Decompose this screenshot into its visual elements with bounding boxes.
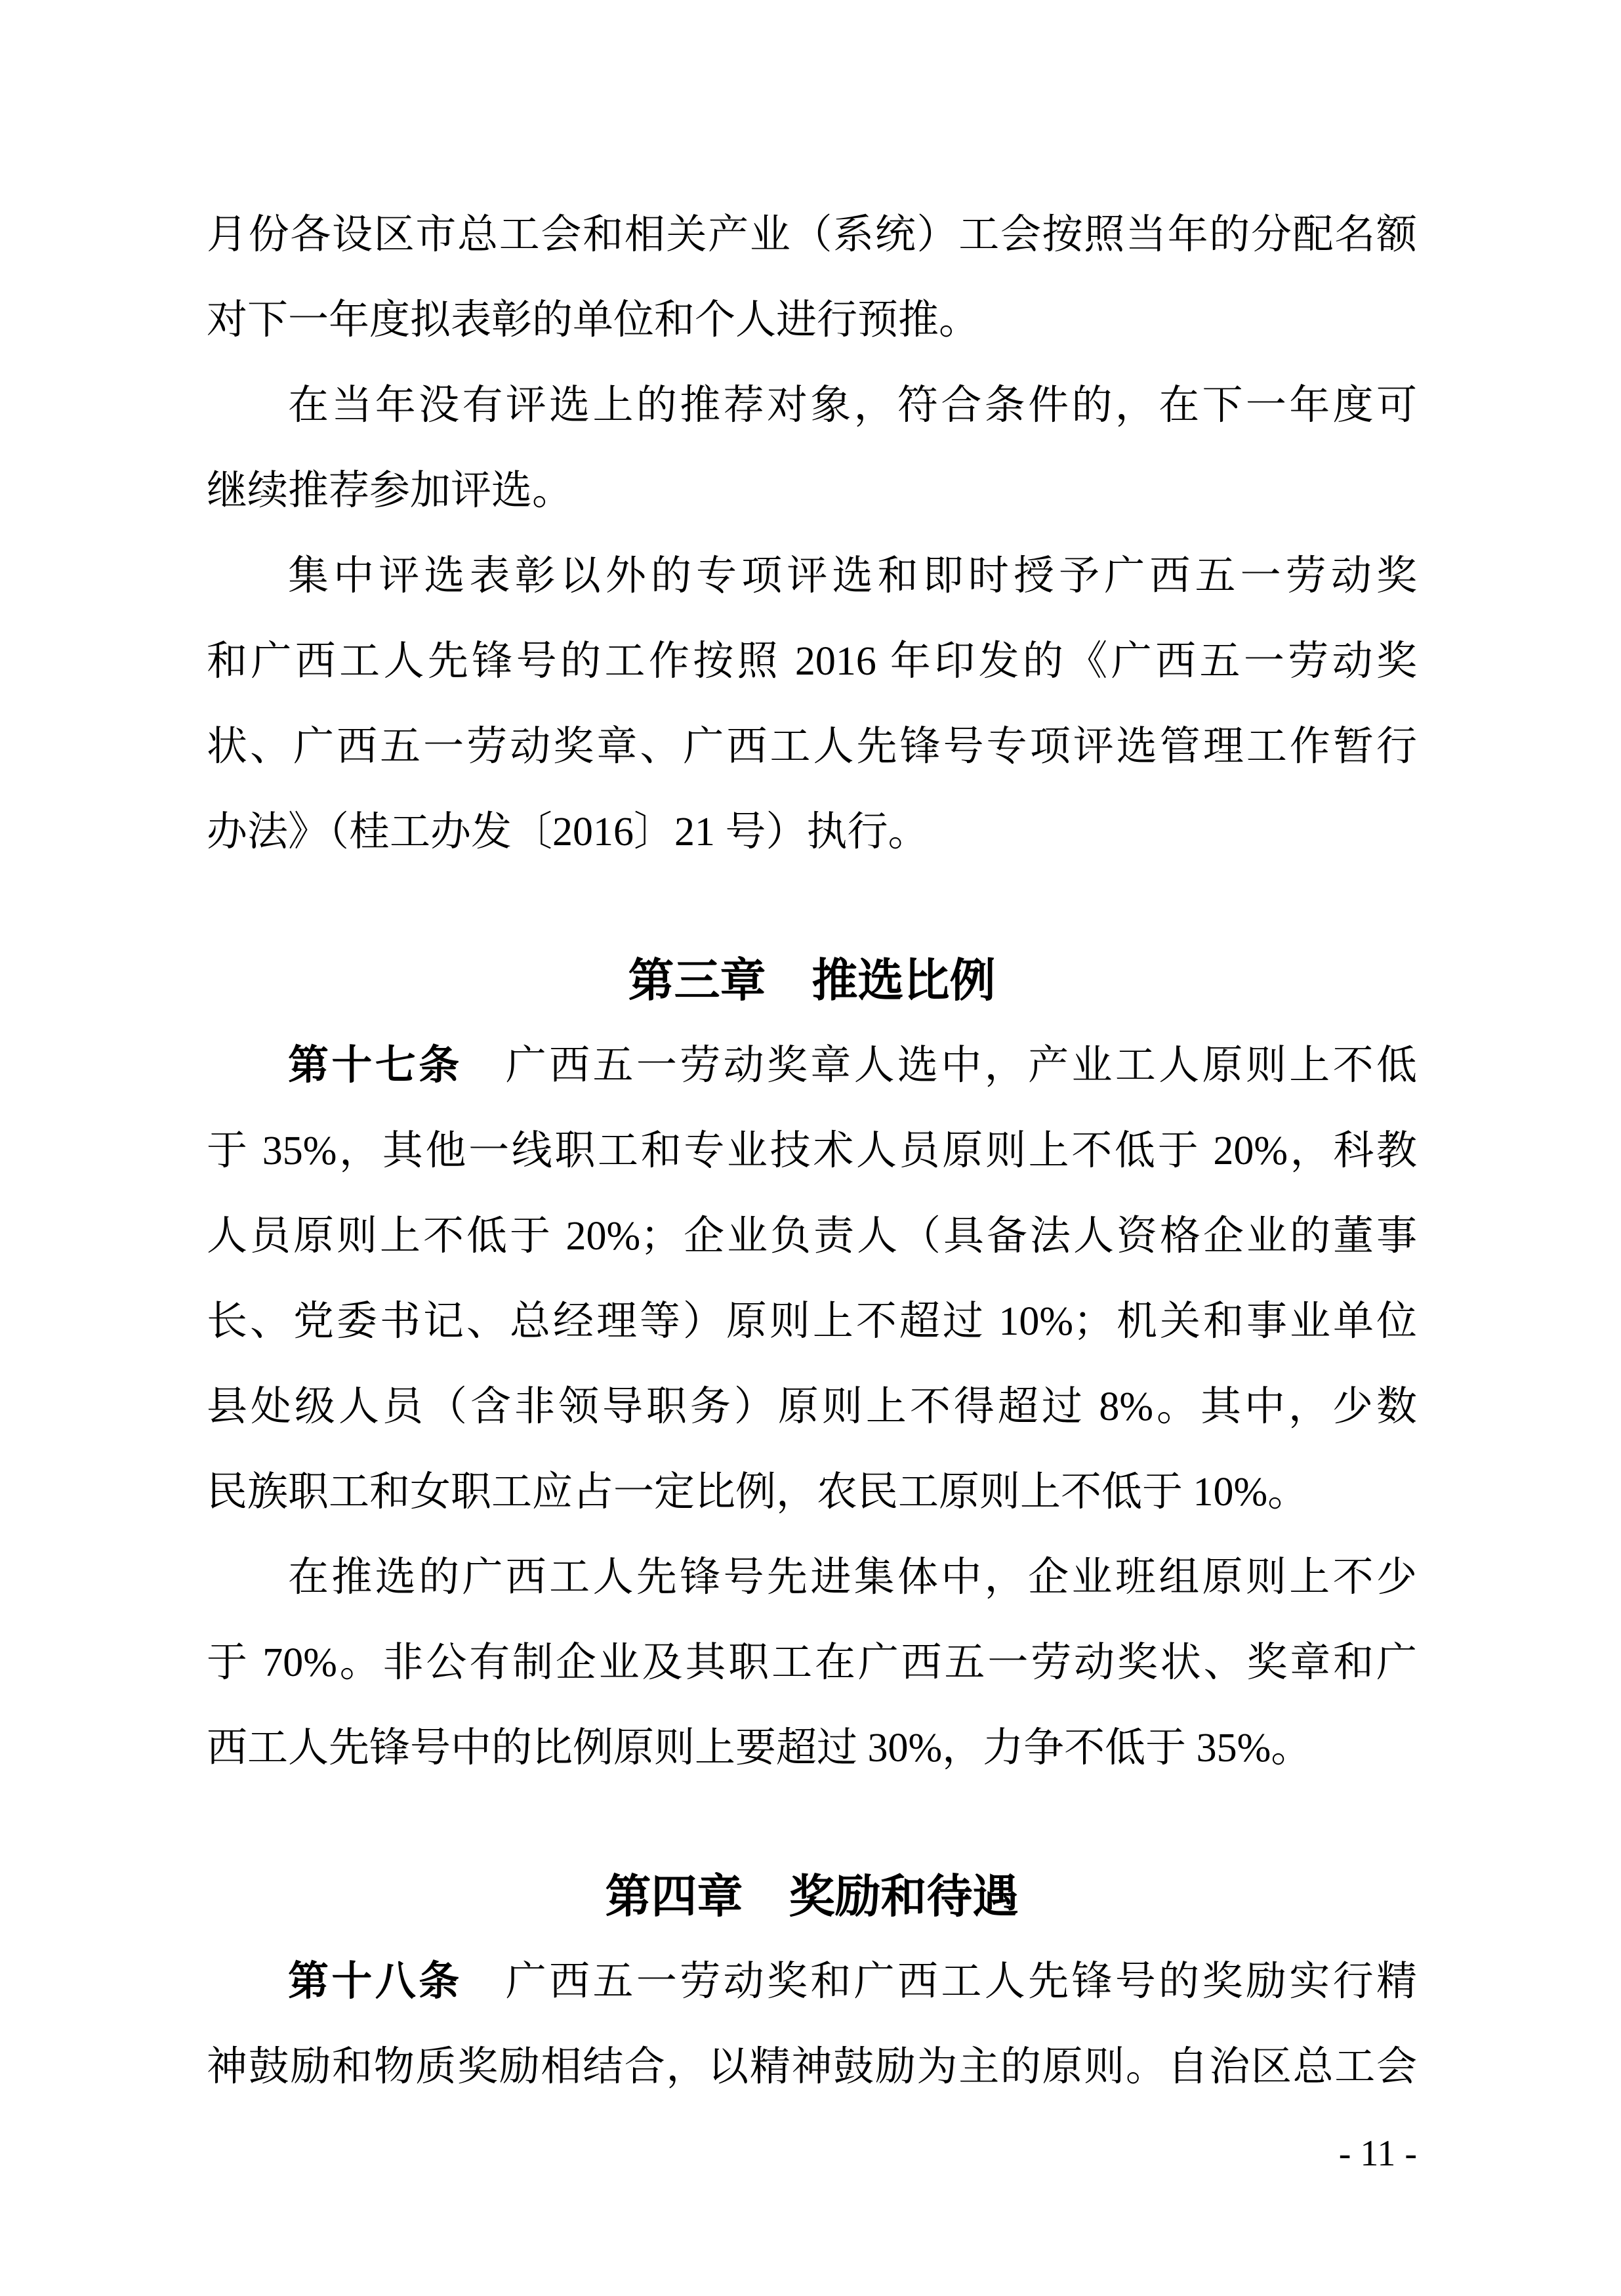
body-line: 于 70%。非公有制企业及其职工在广西五一劳动奖状、奖章和广: [207, 1640, 1417, 1685]
body-line: 状、广西五一劳动奖章、广西工人先锋号专项评选管理工作暂行: [207, 724, 1417, 769]
article-term: 第十八条: [288, 1959, 462, 2004]
body-line: 长、党委书记、总经理等）原则上不超过 10%；机关和事业单位: [207, 1299, 1417, 1344]
article-lead: 广西五一劳动奖和广西工人先锋号的奖励实行精: [462, 1959, 1417, 2004]
article-term: 第十七条: [288, 1043, 462, 1088]
body-line: 人员原则上不低于 20%；企业负责人（具备法人资格企业的董事: [207, 1214, 1417, 1259]
body-line: [207, 1939, 1417, 2024]
body-line: 继续推荐参加评选。: [207, 469, 573, 513]
page-number: - 11 -: [1338, 2133, 1417, 2174]
body-line: 神鼓励和物质奖励相结合，以精神鼓励为主的原则。自治区总工会: [207, 2045, 1417, 2089]
chapter-heading: 第四章 奖励和待遇: [605, 1871, 1019, 1922]
body-line: 县处级人员（含非领导职务）原则上不得超过 8%。其中，少数: [207, 1385, 1417, 1429]
body-line: [207, 1023, 1417, 1108]
body-line: 对下一年度拟表彰的单位和个人进行预推。: [207, 298, 980, 343]
body-line: 集中评选表彰以外的专项评选和即时授予广西五一劳动奖: [288, 554, 1417, 598]
body-line: 西工人先锋号中的比例原则上要超过 30%，力争不低于 35%。: [207, 1726, 1312, 1770]
body-line: 民族职工和女职工应占一定比例，农民工原则上不低于 10%。: [207, 1470, 1309, 1514]
body-line: 在当年没有评选上的推荐对象，符合条件的，在下一年度可: [288, 383, 1417, 428]
article-lead: 广西五一劳动奖章人选中，产业工人原则上不低: [462, 1043, 1417, 1088]
body-line: 在推选的广西工人先锋号先进集体中，企业班组原则上不少: [288, 1555, 1417, 1600]
body-line: 办法》（桂工办发〔2016〕21 号）执行。: [207, 810, 929, 854]
chapter-heading: 第三章 推选比例: [628, 955, 996, 1006]
body-line: 和广西工人先锋号的工作按照 2016 年印发的《广西五一劳动奖: [207, 639, 1417, 684]
body-line: 于 35%，其他一线职工和专业技术人员原则上不低于 20%，科教: [207, 1129, 1417, 1173]
body-line: 月份各设区市总工会和相关产业（系统）工会按照当年的分配名额: [207, 213, 1417, 257]
